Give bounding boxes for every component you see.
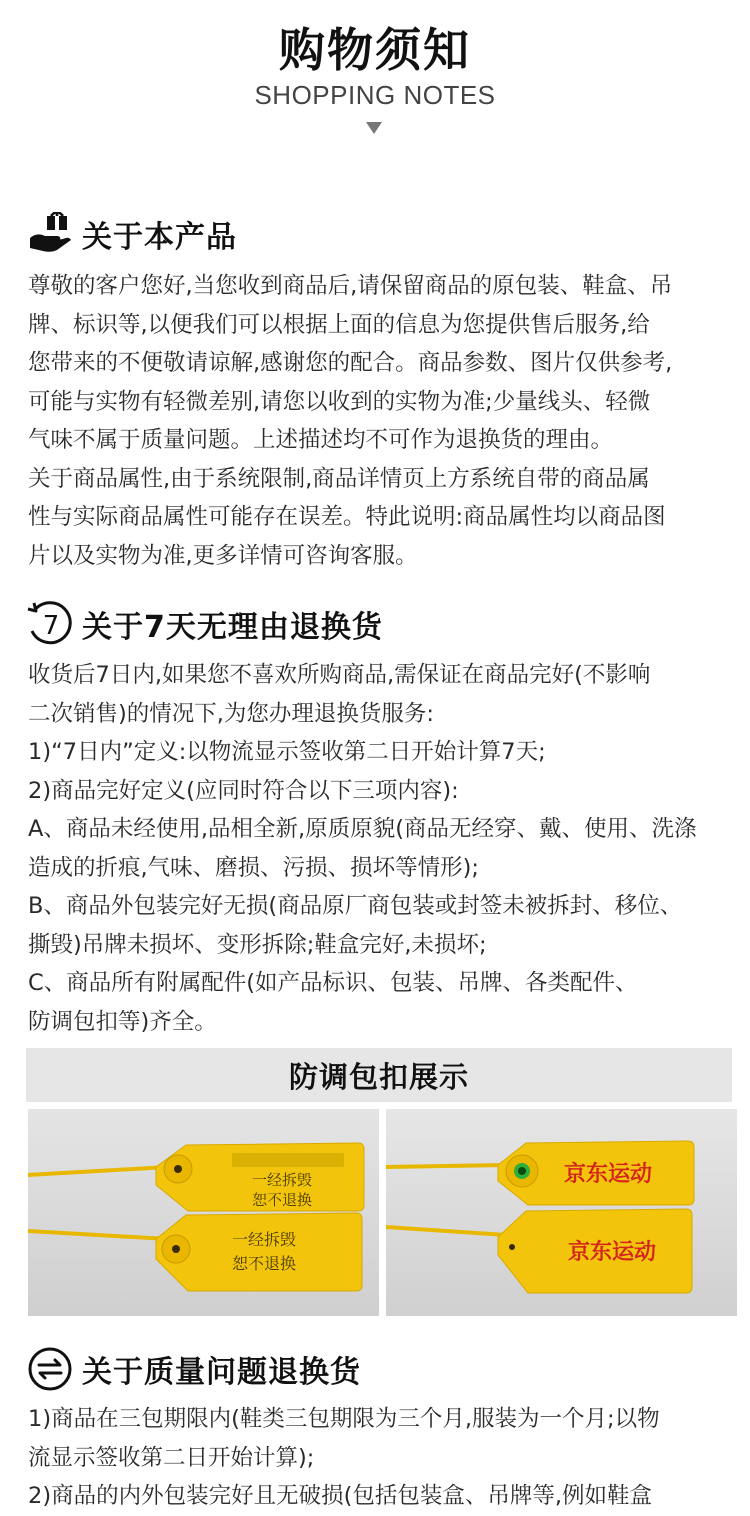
text-line: 撕毁)吊牌未损坏、变形拆除;鞋盒完好,未损坏; <box>28 931 487 958</box>
tag-text: 一经拆毁 <box>251 1171 313 1189</box>
text-line: 片以及实物为准,更多详情可咨询客服。 <box>28 542 418 569</box>
tag-text: 恕不退换 <box>251 1191 313 1209</box>
text-line: C、商品所有附属配件(如产品标识、包装、吊牌、各类配件、 <box>28 970 638 996</box>
text-line: 二次销售)的情况下,为您办理退换货服务: <box>28 700 435 727</box>
seven-label: 7 <box>42 611 60 641</box>
text-line: 2)商品的内外包装完好且无破损(包括包装盒、吊牌等,例如鞋盒 <box>28 1483 653 1509</box>
tag-text: 京东运动 <box>567 1240 657 1265</box>
triangle-down-icon <box>366 122 382 134</box>
text-line: 收货后7日内,如果您不喜欢所购商品,需保证在商品完好(不影响 <box>28 662 651 688</box>
section-seven-day-text <box>28 656 728 1041</box>
text-line: 您带来的不便敬请谅解,感谢您的配合。商品参数、图片仅供参考, <box>28 350 673 376</box>
section-quality-text <box>28 1400 728 1516</box>
text-line: 可能与实物有轻微差别,请您以收到的实物为准;少量线头、轻微 <box>28 388 651 415</box>
gift-box-icon <box>26 211 74 257</box>
page-title: 购物须知 <box>279 23 471 77</box>
text-line: 尊敬的客户您好,当您收到商品后,请保留商品的原包装、鞋盒、吊 <box>28 273 673 299</box>
section-title: 关于7天无理由退换货 <box>82 610 383 645</box>
section-about-product-header <box>26 211 237 257</box>
section-about-product-text <box>28 267 728 575</box>
exchange-icon <box>26 1346 74 1392</box>
section-title: 关于本产品 <box>82 220 237 255</box>
text-line: 1)商品在三包期限内(鞋类三包期限为三个月,服装为一个月;以物 <box>28 1406 660 1432</box>
section-title: 关于质量问题退换货 <box>82 1355 361 1390</box>
tag-text: 一经拆毁 <box>231 1230 297 1249</box>
text-line: 气味不属于质量问题。上述描述均不可作为退换货的理由。 <box>28 427 614 453</box>
section-seven-day-header <box>26 601 383 647</box>
tag-photo-left <box>28 1109 379 1316</box>
section-quality-header <box>26 1346 361 1392</box>
text-line: 1)“7日内”定义:以物流显示签收第二日开始计算7天; <box>28 739 546 765</box>
text-line: A、商品未经使用,品相全新,原质原貌(商品无经穿、戴、使用、洗涤 <box>28 816 697 842</box>
showcase-title: 防调包扣展示 <box>26 1048 732 1102</box>
text-line: 造成的折痕,气味、磨损、污损、损坏等情形); <box>28 854 480 881</box>
text-line: 流显示签收第二日开始计算); <box>28 1444 315 1471</box>
text-line: 关于商品属性,由于系统限制,商品详情页上方系统自带的商品属 <box>28 465 650 492</box>
text-line: B、商品外包装完好无损(商品原厂商包装或封签未被拆封、移位、 <box>28 893 683 919</box>
tag-text: 恕不退换 <box>231 1254 297 1273</box>
tag-text: 京东运动 <box>563 1162 653 1187</box>
seven-day-return-icon <box>26 601 74 647</box>
tag-photo-right <box>386 1109 737 1316</box>
text-line: 性与实际商品属性可能存在误差。特此说明:商品属性均以商品图 <box>28 504 666 530</box>
page-subtitle: SHOPPING NOTES <box>254 80 496 110</box>
text-line: 牌、标识等,以便我们可以根据上面的信息为您提供售后服务,给 <box>28 311 650 338</box>
text-line: 防调包扣等)齐全。 <box>28 1008 217 1035</box>
text-line: 2)商品完好定义(应同时符合以下三项内容): <box>28 777 459 804</box>
